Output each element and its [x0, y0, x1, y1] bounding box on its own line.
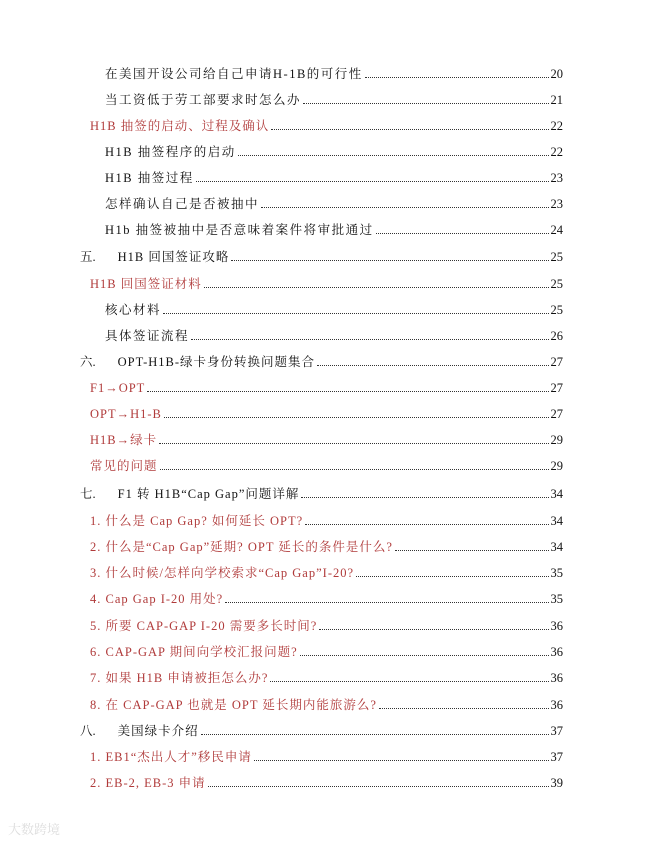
toc-entry[interactable] — [90, 404, 563, 422]
dot-leader — [201, 734, 549, 735]
toc-entry[interactable] — [90, 747, 563, 765]
dot-leader — [365, 77, 549, 78]
toc-page-number: 35 — [550, 592, 563, 606]
toc-entry-title[interactable]: H1B 抽签过程 — [105, 171, 194, 185]
toc-page-number: 36 — [550, 671, 563, 685]
toc-section-number: 五. — [80, 250, 96, 264]
toc-page-number: 27 — [550, 407, 563, 421]
toc-entry[interactable] — [80, 484, 563, 502]
toc-entry[interactable] — [90, 563, 563, 581]
toc-entry-title[interactable]: 怎样确认自己是否被抽中 — [105, 197, 260, 211]
toc-entry[interactable] — [90, 430, 563, 448]
toc-entry[interactable] — [105, 220, 563, 238]
toc-entry-title[interactable]: F1 转 H1B“Cap Gap”问题详解 — [117, 487, 300, 501]
dot-leader — [225, 602, 548, 603]
toc-entry-title[interactable]: OPT→H1-B — [90, 407, 162, 421]
toc-entry-title[interactable]: 2. 什么是“Cap Gap”延期? OPT 延长的条件是什么? — [90, 540, 393, 554]
dot-leader — [305, 524, 548, 525]
toc-entry[interactable] — [90, 589, 563, 607]
dot-leader — [300, 655, 549, 656]
toc-entry[interactable] — [80, 352, 563, 370]
toc-entry-title[interactable]: H1B 抽签的启动、过程及确认 — [90, 119, 270, 133]
toc-section-number: 八. — [80, 724, 96, 738]
dot-leader — [270, 681, 548, 682]
dot-leader — [163, 313, 548, 314]
toc-entry-title[interactable]: 具体签证流程 — [105, 329, 190, 343]
toc-entry[interactable] — [90, 274, 563, 292]
toc-page-number: 39 — [550, 776, 563, 790]
toc-page-number: 23 — [550, 171, 563, 185]
toc-page-number: 29 — [550, 459, 563, 473]
toc-entry[interactable] — [105, 64, 563, 82]
toc-page-number: 25 — [550, 303, 563, 317]
toc-entry[interactable] — [90, 511, 563, 529]
toc-entry-title[interactable]: 1. EB1“杰出人才”移民申请 — [90, 750, 252, 764]
toc-entry[interactable] — [90, 695, 563, 713]
toc-entry[interactable] — [105, 142, 563, 160]
toc-section-number: 七. — [80, 487, 96, 501]
dot-leader — [208, 786, 549, 787]
dot-leader — [395, 550, 549, 551]
toc-entry-title[interactable]: 8. 在 CAP-GAP 也就是 OPT 延长期内能旅游么? — [90, 698, 377, 712]
toc-entry[interactable] — [90, 668, 563, 686]
toc-page-number: 37 — [550, 750, 563, 764]
toc-entry-title[interactable]: OPT-H1B-绿卡身份转换问题集合 — [117, 355, 316, 369]
dot-leader — [159, 443, 548, 444]
toc-page-number: 27 — [550, 381, 563, 395]
toc-entry-title[interactable]: 当工资低于劳工部要求时怎么办 — [105, 93, 302, 107]
toc-entry-title[interactable]: 7. 如果 H1B 申请被拒怎么办? — [90, 671, 269, 685]
dot-leader — [164, 417, 549, 418]
toc-entry[interactable] — [90, 456, 563, 474]
toc-entry-title[interactable]: H1B 回国签证材料 — [90, 277, 202, 291]
toc-entry[interactable] — [90, 642, 563, 660]
toc-page-number: 24 — [550, 223, 563, 237]
toc-entry[interactable] — [90, 773, 563, 791]
toc-entry-title[interactable]: 5. 所要 CAP-GAP I-20 需要多长时间? — [90, 619, 318, 633]
toc-entry[interactable] — [105, 90, 563, 108]
toc-page-number: 34 — [550, 514, 563, 528]
toc-entry[interactable] — [80, 721, 563, 739]
dot-leader — [317, 365, 548, 366]
toc-page-number: 21 — [550, 93, 563, 107]
toc-entry-title[interactable]: 3. 什么时候/怎样向学校索求“Cap Gap”I-20? — [90, 566, 355, 580]
toc-page-number: 35 — [550, 566, 563, 580]
dot-leader — [238, 155, 549, 156]
toc-entry-title[interactable]: H1B→绿卡 — [90, 433, 158, 447]
toc-entry[interactable] — [90, 616, 563, 634]
dot-leader — [196, 181, 549, 182]
toc-entry[interactable] — [105, 326, 563, 344]
toc-entry[interactable] — [80, 247, 563, 265]
toc-page-number: 25 — [550, 250, 563, 264]
toc-page-number: 34 — [550, 540, 563, 554]
dot-leader — [356, 576, 548, 577]
dot-leader — [254, 760, 549, 761]
toc-entry-title[interactable]: H1B 抽签程序的启动 — [105, 145, 236, 159]
dot-leader — [204, 287, 549, 288]
toc-entry-title[interactable]: 常见的问题 — [90, 459, 158, 473]
toc-page-number: 36 — [550, 619, 563, 633]
dot-leader — [379, 708, 549, 709]
toc-entry[interactable] — [105, 194, 563, 212]
toc-entry[interactable] — [90, 116, 563, 134]
toc-entry-title[interactable]: F1→OPT — [90, 381, 146, 395]
toc-page-number: 34 — [550, 487, 563, 501]
dot-leader — [376, 233, 549, 234]
toc-page-number: 27 — [550, 355, 563, 369]
toc-entry-title[interactable]: 美国绿卡介绍 — [117, 724, 199, 738]
toc-page-number: 26 — [550, 329, 563, 343]
dot-leader — [261, 207, 548, 208]
dot-leader — [147, 391, 548, 392]
toc-page-number: 23 — [550, 197, 563, 211]
toc-entry[interactable] — [105, 300, 563, 318]
toc-page-number: 29 — [550, 433, 563, 447]
toc-entry-title[interactable]: 6. CAP-GAP 期间向学校汇报问题? — [90, 645, 298, 659]
dot-leader — [303, 103, 548, 104]
dot-leader — [319, 629, 548, 630]
watermark: 大数跨境 — [8, 823, 61, 838]
toc-entry[interactable] — [90, 537, 563, 555]
dot-leader — [231, 260, 548, 261]
toc-entry[interactable] — [90, 378, 563, 396]
toc-entry-title[interactable]: 2. EB-2, EB-3 申请 — [90, 776, 206, 790]
toc-entry[interactable] — [105, 168, 563, 186]
toc-entry-title[interactable]: H1B 回国签证攻略 — [117, 250, 230, 264]
toc-entry-title[interactable]: 1. 什么是 Cap Gap? 如何延长 OPT? — [90, 514, 304, 528]
toc-page-number: 36 — [550, 645, 563, 659]
toc-page-number: 36 — [550, 698, 563, 712]
toc-page-number: 20 — [550, 67, 563, 81]
toc-page-number: 22 — [550, 119, 563, 133]
toc-entry-title[interactable]: 核心材料 — [105, 303, 162, 317]
dot-leader — [271, 129, 548, 130]
toc-section-number: 六. — [80, 355, 96, 369]
dot-leader — [191, 339, 548, 340]
toc-page-number: 37 — [550, 724, 563, 738]
toc-page-number: 25 — [550, 277, 563, 291]
dot-leader — [160, 469, 549, 470]
toc-entry-title[interactable]: 4. Cap Gap I-20 用处? — [90, 592, 224, 606]
toc-entry-title[interactable]: H1b 抽签被抽中是否意味着案件将审批通过 — [105, 223, 374, 237]
toc-page-number: 22 — [550, 145, 563, 159]
toc-entry-title[interactable]: 在美国开设公司给自己申请H-1B的可行性 — [105, 67, 363, 81]
dot-leader — [301, 497, 548, 498]
